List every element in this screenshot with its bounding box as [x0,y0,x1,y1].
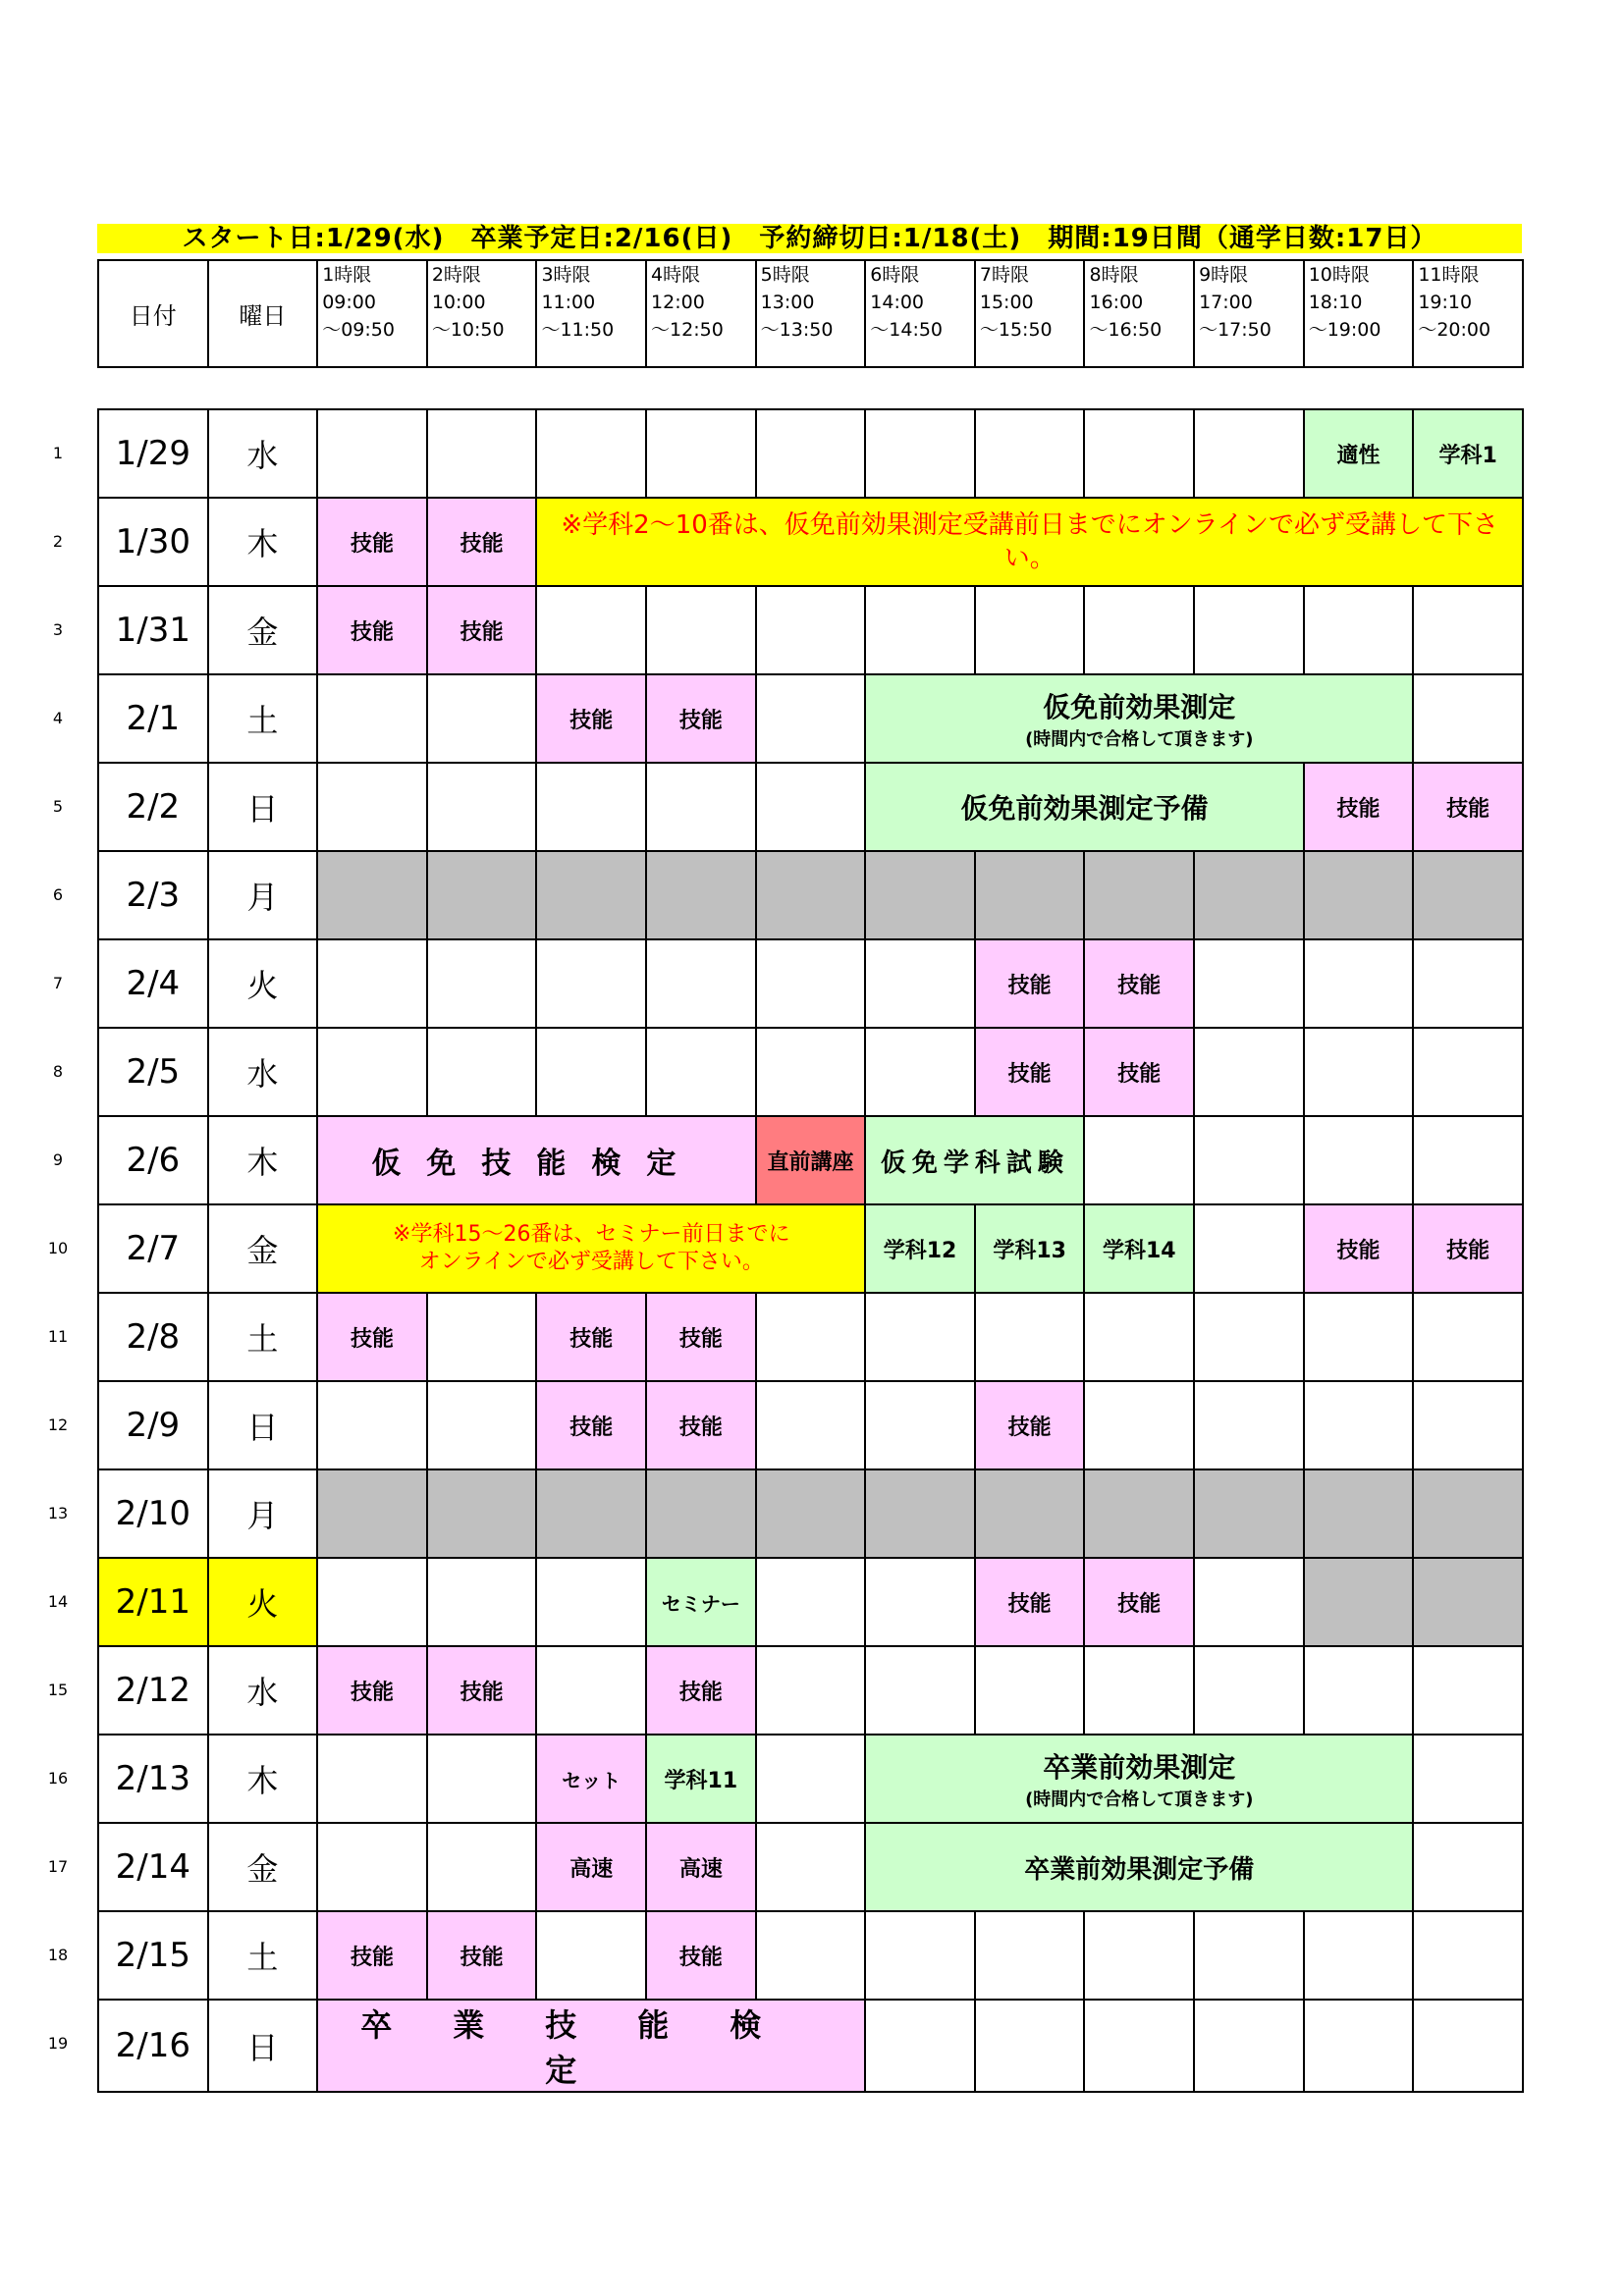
karimen-kouka-title: 仮免前効果測定 [1043,691,1236,723]
dow-cell: 木 [208,1116,318,1204]
dow-cell: 土 [208,1293,318,1381]
slot-set: セット [536,1735,646,1823]
karimen-kouka-yobi: 仮免前効果測定予備 [865,763,1303,851]
slot-empty [1084,1293,1194,1381]
slot-ginou: 技能 [536,1381,646,1469]
slot-empty [756,763,866,851]
slot-empty [1194,1293,1304,1381]
row-number: 9 [52,1150,64,1169]
row-number: 17 [47,1857,69,1876]
karimen-kouka-note: (時間内で合格して頂きます) [1025,729,1254,750]
slot-empty [975,1911,1085,2000]
slot-closed [1194,1469,1304,1558]
header-period: 2時限 10:00 ～10:50 [427,260,537,367]
slot-closed [536,1469,646,1558]
slot-empty [1413,674,1523,763]
slot-empty [865,1558,975,1646]
slot-ginou: 技能 [427,498,537,586]
date-cell: 2/5 [98,1028,208,1116]
date-cell: 1/29 [98,409,208,498]
slot-ginou: 技能 [646,1293,756,1381]
slot-empty [756,1646,866,1735]
online-note [536,498,1523,586]
slot-empty [317,674,427,763]
dow-cell: 日 [208,1381,318,1469]
slot-empty [427,763,537,851]
slot-empty [1413,586,1523,674]
date-cell: 2/10 [98,1469,208,1558]
sotsugyo-kouka-title: 卒業前効果測定 [1043,1751,1236,1784]
dow-cell: 日 [208,2000,318,2092]
slot-empty [975,409,1085,498]
slot-empty [1304,2000,1414,2092]
slot-empty [317,939,427,1028]
slot-empty [1084,1911,1194,2000]
sotsugyo-kouka-note: (時間内で合格して頂きます) [1025,1789,1254,1810]
slot-closed [865,851,975,939]
slot-empty [1304,1028,1414,1116]
slot-closed [1084,1469,1194,1558]
slot-empty [1194,409,1304,498]
slot-empty [756,1381,866,1469]
slot-closed [317,851,427,939]
slot-empty [536,1028,646,1116]
slot-ginou: 技能 [975,1558,1085,1646]
slot-empty [1413,939,1523,1028]
header-dow: 曜日 [208,260,318,367]
slot-empty [536,586,646,674]
slot-ginou: 技能 [536,1293,646,1381]
slot-ginou: 技能 [317,1293,427,1381]
slot-gakka: 学科13 [975,1204,1085,1293]
slot-empty [1194,2000,1304,2092]
table-row [98,1558,1523,1646]
slot-empty [1194,586,1304,674]
slot-closed [1304,851,1414,939]
date-cell: 2/12 [98,1646,208,1735]
slot-empty [646,1028,756,1116]
date-cell: 2/1 [98,674,208,763]
slot-empty [756,586,866,674]
row-number: 5 [52,797,64,816]
dow-cell: 月 [208,851,318,939]
date-cell: 2/6 [98,1116,208,1204]
table-row [98,1293,1523,1381]
row-number: 4 [52,709,64,727]
slot-empty [536,939,646,1028]
table-row [98,1735,1523,1823]
dow-cell: 金 [208,1204,318,1293]
slot-ginou: 技能 [427,586,537,674]
slot-empty [756,1293,866,1381]
slot-empty [756,1028,866,1116]
table-row [98,763,1523,851]
date-cell: 2/7 [98,1204,208,1293]
slot-ginou: 技能 [536,674,646,763]
slot-empty [317,1558,427,1646]
table-row [98,498,1523,586]
table-row [98,409,1523,498]
slot-empty [865,1028,975,1116]
slot-ginou: 技能 [975,1028,1085,1116]
dow-cell: 月 [208,1469,318,1558]
slot-ginou: 技能 [317,586,427,674]
slot-empty [1194,1646,1304,1735]
dow-cell: 木 [208,498,318,586]
date-cell: 2/9 [98,1381,208,1469]
row-number: 15 [47,1681,69,1699]
slot-closed [427,851,537,939]
slot-empty [646,586,756,674]
header-date: 日付 [98,260,208,367]
date-cell: 2/13 [98,1735,208,1823]
header-period: 11時限 19:10 ～20:00 [1413,260,1523,367]
slot-empty [1084,409,1194,498]
table-row [98,1469,1523,1558]
schedule-summary-banner: スタート日:1/29(水) 卒業予定日:2/16(日) 予約締切日:1/18(土) 期間:19日間（通学日数:17日） [97,224,1522,253]
slot-closed [1304,1558,1414,1646]
slot-empty [1194,1204,1304,1293]
row-number: 8 [52,1062,64,1081]
slot-ginou: 技能 [1084,939,1194,1028]
slot-empty [975,1646,1085,1735]
slot-ginou: 技能 [317,498,427,586]
slot-empty [756,674,866,763]
table-row [98,1204,1523,1293]
slot-empty [536,409,646,498]
slot-empty [536,763,646,851]
dow-cell: 水 [208,409,318,498]
slot-ginou: 技能 [1304,763,1414,851]
slot-empty [1413,1646,1523,1735]
slot-ginou: 技能 [646,674,756,763]
header-period: 3時限 11:00 ～11:50 [536,260,646,367]
slot-ginou: 技能 [317,1646,427,1735]
header-period: 10時限 18:10 ～19:00 [1304,260,1414,367]
slot-empty [427,1823,537,1911]
slot-empty [1413,1911,1523,2000]
slot-empty [1084,1116,1194,1204]
slot-closed [1304,1469,1414,1558]
table-row [98,674,1523,763]
slot-empty [427,409,537,498]
row-number: 3 [52,620,64,639]
slot-empty [427,674,537,763]
slot-closed [536,851,646,939]
slot-empty [756,1823,866,1911]
slot-closed [1413,1558,1523,1646]
slot-empty [865,2000,975,2092]
date-cell: 2/8 [98,1293,208,1381]
slot-empty [1413,1735,1523,1823]
slot-empty [536,1911,646,2000]
slot-closed [427,1469,537,1558]
slot-ginou: 技能 [646,1381,756,1469]
slot-ginou: 技能 [975,1381,1085,1469]
slot-ginou: 技能 [1413,1204,1523,1293]
dow-cell: 金 [208,1823,318,1911]
slot-gakka: 学科1 [1413,409,1523,498]
slot-empty [427,1558,537,1646]
seminar-note [317,1204,865,1293]
date-cell-holiday: 2/11 [98,1558,208,1646]
slot-closed [756,1469,866,1558]
slot-empty [756,939,866,1028]
slot-gakka: 学科11 [646,1735,756,1823]
row-number: 19 [47,2034,69,2053]
slot-ginou: 技能 [317,1911,427,2000]
slot-empty [865,1911,975,2000]
slot-empty [1304,1293,1414,1381]
header-period: 6時限 14:00 ～14:50 [865,260,975,367]
slot-empty [975,586,1085,674]
table-row [98,1646,1523,1735]
table-row [98,1911,1523,2000]
date-cell: 2/14 [98,1823,208,1911]
slot-empty [1194,1911,1304,2000]
header-period: 1時限 09:00 ～09:50 [317,260,427,367]
slot-ginou: 技能 [1413,763,1523,851]
slot-empty [756,409,866,498]
row-number: 1 [52,444,64,462]
dow-cell: 水 [208,1028,318,1116]
slot-empty [1194,1558,1304,1646]
row-number: 7 [52,974,64,992]
date-cell: 2/15 [98,1911,208,2000]
sotsugyo-ginou-kentei: 卒業技能検定 [317,2000,865,2092]
slot-closed [646,1469,756,1558]
row-number: 16 [47,1769,69,1788]
sotsugyo-kouka-yobi: 卒業前効果測定予備 [865,1823,1413,1911]
slot-empty [865,586,975,674]
slot-empty [1413,1823,1523,1911]
header-period: 8時限 16:00 ～16:50 [1084,260,1194,367]
table-row [98,1823,1523,1911]
slot-empty [975,1293,1085,1381]
slot-empty [427,1293,537,1381]
slot-empty [536,1646,646,1735]
slot-empty [1194,1381,1304,1469]
slot-empty [865,1293,975,1381]
slot-closed [1413,851,1523,939]
slot-empty [865,409,975,498]
slot-closed [975,851,1085,939]
slot-empty [756,1558,866,1646]
online-note-text: ※学科2～10番は、仮免前効果測定受講前日までにオンラインで必ず受講して下さい。 [561,510,1499,573]
slot-closed [756,851,866,939]
slot-kousoku: 高速 [646,1823,756,1911]
slot-ginou: 技能 [975,939,1085,1028]
sotsugyo-kouka-sokutei [865,1735,1413,1823]
dow-cell-holiday: 火 [208,1558,318,1646]
slot-empty [1304,1911,1414,2000]
slot-empty [1084,2000,1194,2092]
row-number: 2 [52,532,64,551]
header-table [97,259,1524,368]
row-number: 10 [47,1239,69,1257]
slot-empty [427,1735,537,1823]
slot-empty [317,1735,427,1823]
slot-closed [975,1469,1085,1558]
table-row [98,1381,1523,1469]
slot-empty [1413,1293,1523,1381]
slot-closed [865,1469,975,1558]
date-cell: 2/2 [98,763,208,851]
slot-empty [317,1823,427,1911]
slot-closed [1194,851,1304,939]
slot-empty [317,1381,427,1469]
slot-closed [1413,1469,1523,1558]
slot-kousoku: 高速 [536,1823,646,1911]
header-period: 7時限 15:00 ～15:50 [975,260,1085,367]
slot-closed [317,1469,427,1558]
slot-empty [646,763,756,851]
seminar-note-line1: ※学科15～26番は、セミナー前日までに [393,1222,790,1247]
date-cell: 2/16 [98,2000,208,2092]
slot-empty [1413,1028,1523,1116]
slot-empty [1304,1116,1414,1204]
karimen-ginou-kentei: 仮免技能検定 [317,1116,755,1204]
slot-empty [1084,1646,1194,1735]
slot-empty [1084,1381,1194,1469]
slot-empty [1304,586,1414,674]
slot-empty [1304,939,1414,1028]
slot-empty [1413,2000,1523,2092]
slot-empty [646,939,756,1028]
dow-cell: 木 [208,1735,318,1823]
slot-ginou: 技能 [1304,1204,1414,1293]
date-cell: 2/4 [98,939,208,1028]
slot-empty [756,1911,866,2000]
slot-empty [427,1028,537,1116]
slot-ginou: 技能 [427,1911,537,2000]
slot-empty [865,939,975,1028]
slot-ginou: 技能 [646,1646,756,1735]
slot-empty [1413,1381,1523,1469]
dow-cell: 日 [208,763,318,851]
slot-gakka: 学科14 [1084,1204,1194,1293]
table-row [98,851,1523,939]
slot-empty [975,2000,1085,2092]
table-row [98,1116,1523,1204]
row-number: 13 [47,1504,69,1522]
slot-empty [1194,1028,1304,1116]
slot-closed [1084,851,1194,939]
slot-empty [865,1646,975,1735]
slot-empty [317,1028,427,1116]
table-row [98,1028,1523,1116]
slot-empty [427,939,537,1028]
slot-tekisei: 適性 [1304,409,1414,498]
slot-ginou: 技能 [427,1646,537,1735]
dow-cell: 土 [208,674,318,763]
slot-empty [646,409,756,498]
dow-cell: 水 [208,1646,318,1735]
dow-cell: 火 [208,939,318,1028]
slot-empty [1413,1116,1523,1204]
slot-empty [1194,1116,1304,1204]
dow-cell: 金 [208,586,318,674]
row-number: 6 [52,885,64,904]
slot-empty [427,1381,537,1469]
chokuzen-kouza: 直前講座 [756,1116,866,1204]
slot-empty [1304,1646,1414,1735]
slot-seminar: セミナー [646,1558,756,1646]
slot-gakka: 学科12 [865,1204,975,1293]
slot-ginou: 技能 [646,1911,756,2000]
header-period: 5時限 13:00 ～13:50 [756,260,866,367]
row-number: 11 [47,1327,69,1346]
date-cell: 1/30 [98,498,208,586]
karimen-gakka-shiken: 仮免学科試験 [865,1116,1084,1204]
karimen-kouka-sokutei [865,674,1413,763]
row-number: 18 [47,1946,69,1964]
row-number: 12 [47,1415,69,1434]
slot-ginou: 技能 [1084,1558,1194,1646]
slot-ginou: 技能 [1084,1028,1194,1116]
table-row [98,586,1523,674]
seminar-note-line2: オンラインで必ず受講して下さい。 [418,1250,764,1274]
slot-empty [317,763,427,851]
row-number: 14 [47,1592,69,1611]
schedule-table [97,408,1524,2093]
header-period: 9時限 17:00 ～17:50 [1194,260,1304,367]
slot-empty [1304,1381,1414,1469]
table-row [98,2000,1523,2092]
header-period: 4時限 12:00 ～12:50 [646,260,756,367]
slot-empty [536,1558,646,1646]
table-row [98,939,1523,1028]
slot-empty [1084,586,1194,674]
dow-cell: 土 [208,1911,318,2000]
date-cell: 2/3 [98,851,208,939]
slot-empty [1194,939,1304,1028]
date-cell: 1/31 [98,586,208,674]
slot-closed [646,851,756,939]
slot-empty [865,1381,975,1469]
slot-empty [756,1735,866,1823]
slot-empty [317,409,427,498]
